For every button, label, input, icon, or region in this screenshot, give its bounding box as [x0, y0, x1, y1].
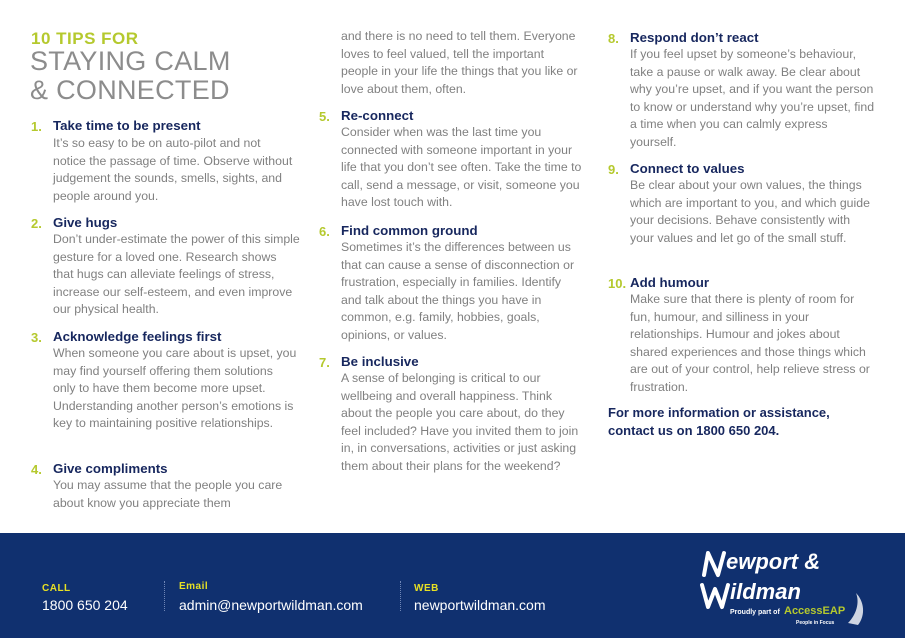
tip-body: It’s so easy to be on auto-pilot and not notice the passage of time. Observe without judgement the sounds, smells, sights, and people around you. — [53, 136, 293, 203]
tip-body: If you feel upset by someone’s behaviour, take a pause or walk away. Be clear about why you’re upset, and if you want the person to know or understand why you’re upset, find a time when you can calmly express yourself. — [630, 47, 875, 149]
tip-body: Be clear about your own values, the things which are important to you, and which guide your decisions. Behave consistently with your values and let go of the small stuff. — [630, 178, 870, 245]
contact-note: For more information or assistance, contact us on 1800 650 204. — [608, 405, 830, 438]
logo-tagline: Proudly part of — [730, 609, 780, 616]
tip-number: 3. — [31, 330, 42, 345]
call-label: CALL — [42, 583, 71, 594]
title-line-2: & CONNECTED — [30, 75, 230, 105]
tip-heading: Respond don’t react — [630, 30, 759, 45]
newport-wildman-logo — [698, 545, 878, 633]
footer-divider — [400, 581, 401, 611]
logo-line-1: ewport & — [726, 549, 821, 574]
tip-number: 2. — [31, 216, 42, 231]
tip-heading: Connect to values — [630, 161, 745, 176]
tip-heading: Re-connect — [341, 108, 414, 123]
tip-heading: Add humour — [630, 275, 710, 290]
tip-heading: Find common ground — [341, 223, 478, 238]
tip-body: Consider when was the last time you connected with someone important in your life that you don’t see often. Take the time to call, send a message, or visit, someone you have lost touch with. — [341, 125, 582, 210]
tip-heading: Be inclusive — [341, 354, 419, 369]
tip-number: 4. — [31, 462, 42, 477]
tip-body: When someone you care about is upset, you may find yourself offering them solutions only to have them become more upset. Understanding another person’s emotions is key to maintaining positive relationships. — [53, 346, 297, 431]
tip-number: 5. — [319, 109, 330, 124]
tip-body-continued: and there is no need to tell them. Everyone loves to feel valued, tell the important people in your life the things that you like or love about them, often. — [341, 29, 578, 96]
tip-body: Sometimes it’s the differences between us that can cause a sense of disconnection or frustration, especially in families. Identify and talk about the things you have in common, e.g. family, hobbies, goals, opinions, or values. — [341, 240, 575, 342]
tip-body: Make sure that there is plenty of room for fun, humour, and silliness in your relationships. Humour and jokes about shared experiences and those things which are out of your control, help relieve stress or frustration. — [630, 292, 870, 394]
email-label: Email — [179, 581, 209, 592]
web-link[interactable]: newportwildman.com — [414, 597, 546, 613]
tip-number: 1. — [31, 119, 42, 134]
call-number-link[interactable]: 1800 650 204 — [42, 597, 128, 613]
title-line-1: STAYING CALM — [30, 46, 231, 76]
logo-sub: People in Focus — [796, 620, 835, 626]
footer-divider — [164, 581, 165, 611]
email-link[interactable]: admin@newportwildman.com — [179, 597, 363, 613]
tip-number: 10. — [608, 276, 627, 291]
tip-heading: Acknowledge feelings first — [53, 329, 222, 344]
tip-body: Don’t under-estimate the power of this simple gesture for a loved one. Research shows that hugs can alleviate feelings of stress, increase our self-esteem, and even improve our physical health. — [53, 232, 300, 317]
tip-heading: Take time to be present — [53, 118, 201, 133]
logo-brand: AccessEAP — [784, 605, 846, 617]
tip-heading: Give compliments — [53, 461, 168, 476]
tip-heading: Give hugs — [53, 215, 118, 230]
tip-number: 6. — [319, 224, 330, 239]
logo-line-2: ildman — [730, 579, 801, 604]
tip-number: 8. — [608, 31, 619, 46]
tip-body: A sense of belonging is critical to our wellbeing and overall happiness. Think about the people you care about, do they feel included? Have you invited them to join in, in conversations, activities or just asking them about their plans for the weekend? — [341, 371, 579, 473]
tip-number: 7. — [319, 355, 330, 370]
tip-number: 9. — [608, 162, 619, 177]
tip-body: You may assume that the people you care about know you appreciate them — [53, 478, 283, 510]
web-label: WEB — [414, 583, 439, 594]
footer-bar — [0, 533, 905, 638]
title-kicker: 10 TIPS FOR — [31, 29, 139, 48]
